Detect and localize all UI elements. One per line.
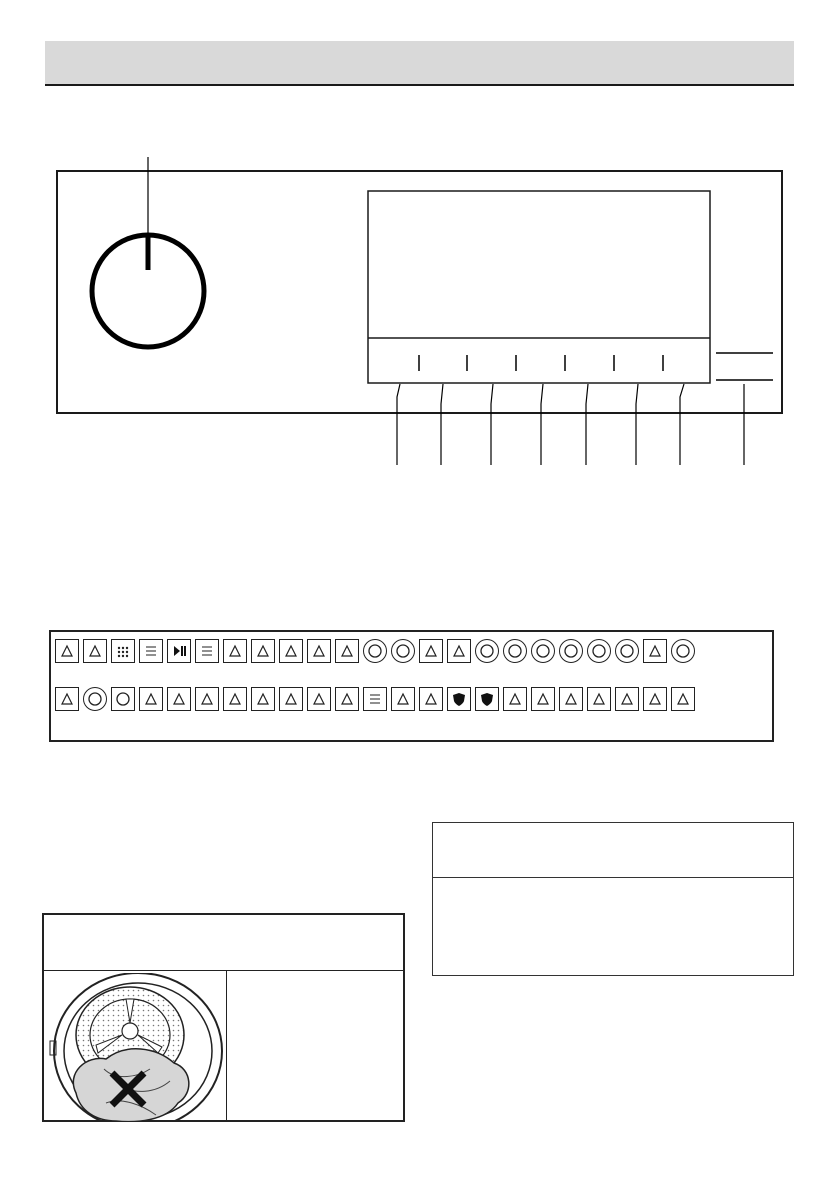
check-icon	[363, 639, 387, 663]
table-header-divider	[44, 970, 403, 971]
eco-icon	[671, 687, 695, 711]
list-icon	[139, 639, 163, 663]
table-divider	[433, 877, 793, 878]
shield-icon	[475, 687, 499, 711]
hanger-plus-icon	[307, 639, 331, 663]
shirt-cycle-icon	[111, 687, 135, 711]
thermometer-icon	[447, 639, 471, 663]
drum-overload-illustration	[46, 973, 224, 1121]
jeans-icon	[307, 687, 331, 711]
bell-icon	[223, 639, 247, 663]
delay-timer-icon	[503, 639, 527, 663]
play-pause-icon	[167, 639, 191, 663]
globe-icon	[671, 639, 695, 663]
power-icon	[559, 639, 583, 663]
night-icon	[587, 687, 611, 711]
icon-row-top	[55, 639, 695, 663]
brush-icon	[55, 639, 79, 663]
lock-icon	[419, 639, 443, 663]
display-screen	[368, 191, 710, 383]
dots-grid-icon	[111, 639, 135, 663]
flask-plus-icon	[195, 687, 219, 711]
control-panel-diagram	[0, 0, 840, 480]
info-table-right	[432, 822, 794, 976]
hanger-double-plus-icon	[335, 639, 359, 663]
cotton-plus-icon	[251, 687, 275, 711]
program-icon-strip	[49, 630, 774, 742]
fan-icon	[503, 687, 527, 711]
hanger-icon	[279, 639, 303, 663]
towel-icon	[167, 687, 191, 711]
dry-level-icon	[83, 639, 107, 663]
fan-double-plus-icon	[559, 687, 583, 711]
shirt-icon	[643, 639, 667, 663]
fan-plus-icon	[531, 687, 555, 711]
cotton-icon	[279, 687, 303, 711]
jacket-icon	[615, 687, 639, 711]
wool-ball-icon	[587, 639, 611, 663]
timer-icon	[475, 639, 499, 663]
mixed-icon	[335, 687, 359, 711]
envelope-shirt-icon	[391, 687, 415, 711]
table-column-divider	[226, 970, 227, 1120]
snowflake-icon	[615, 639, 639, 663]
refresh-icon	[531, 639, 555, 663]
expand-icon	[643, 687, 667, 711]
control-panel-outline	[57, 171, 782, 413]
warning-table-left	[42, 913, 405, 1122]
moon-drum-icon	[83, 687, 107, 711]
shield-plus-icon	[447, 687, 471, 711]
feather-icon	[139, 687, 163, 711]
cycle-icon	[391, 639, 415, 663]
stack-icon	[363, 687, 387, 711]
iron-icon	[251, 639, 275, 663]
flask-icon	[223, 687, 247, 711]
steam-icon	[419, 687, 443, 711]
hanger-box-icon	[55, 687, 79, 711]
heat-waves-icon	[195, 639, 219, 663]
icon-row-bottom	[55, 687, 695, 711]
button-ticks	[419, 355, 663, 371]
callout-lines-bottom	[397, 384, 744, 465]
